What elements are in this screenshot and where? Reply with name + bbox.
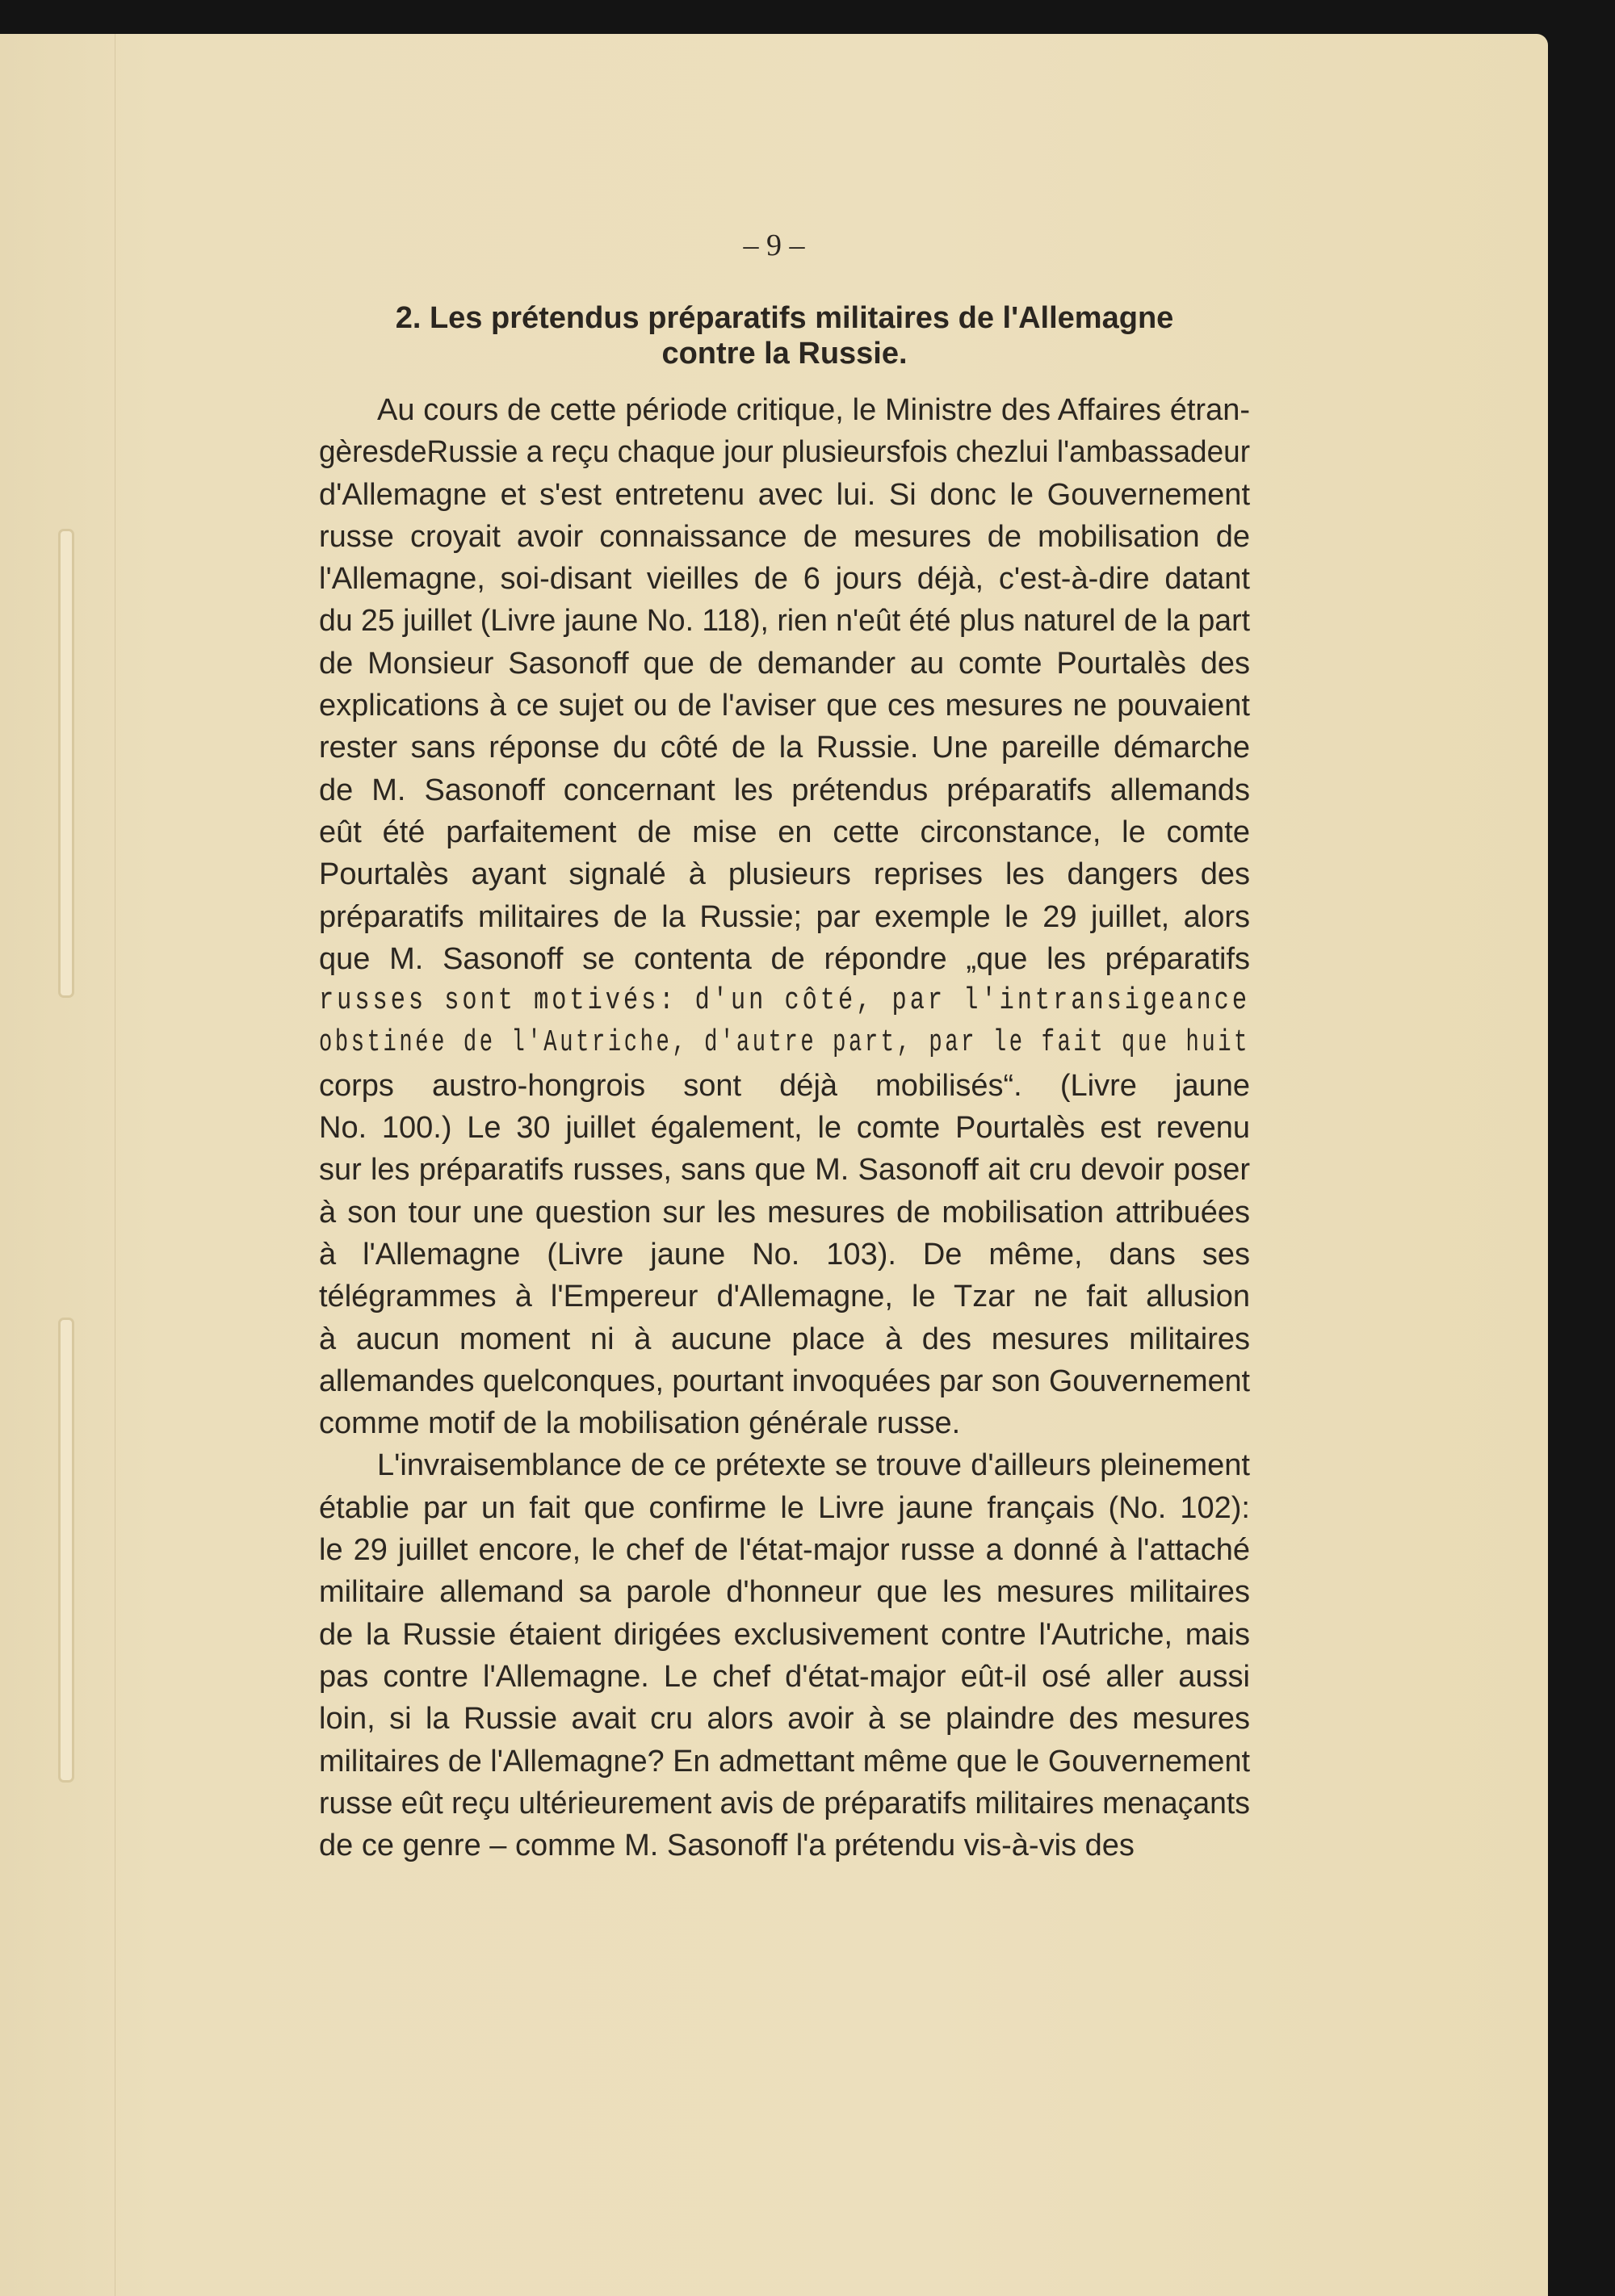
text-line <box>319 558 1250 600</box>
text-line <box>319 853 1250 895</box>
text-line <box>319 1234 1250 1276</box>
text-line-content: eût été parfaitement de mise en cette circonstance, le comte <box>319 815 1250 849</box>
text-line-content: du 25 juillet (Livre jaune No. 118), rien n'eût été plus naturel de la part <box>319 604 1250 639</box>
text-line <box>319 1487 1250 1529</box>
text-line-content: Pourtalès ayant signalé à plusieurs reprises les dangers des <box>319 857 1250 892</box>
text-line-content: Au cours de cette période critique, le Ministre des Affaires étran- <box>377 393 1250 427</box>
text-line <box>319 938 1250 980</box>
text-line <box>319 643 1250 685</box>
text-line <box>319 1825 1250 1867</box>
section-heading <box>319 300 1250 371</box>
text-line <box>319 1783 1250 1825</box>
text-line-content: le 29 juillet encore, le chef de l'état-major russe a donné à l'attaché <box>319 1533 1250 1568</box>
text-line <box>319 1065 1250 1107</box>
text-line <box>319 980 1250 1022</box>
text-line-content: allemandes quelconques, pourtant invoquées par son Gouvernement <box>319 1364 1250 1398</box>
text-line <box>319 1656 1250 1698</box>
text-line <box>319 516 1250 558</box>
text-line <box>319 1444 1250 1486</box>
section-heading-line-1: 2. Les prétendus préparatifs militaires de l'Allemagne <box>395 301 1174 335</box>
text-line <box>319 389 1250 431</box>
text-line-content: russes sont motivés: d'un côté, par l'intransigeance <box>319 983 1250 1019</box>
text-line <box>319 727 1250 769</box>
text-line <box>319 896 1250 938</box>
text-line-content: corps austro-hongrois sont déjà mobilisés“. (Livre jaune <box>319 1068 1250 1103</box>
binding-stitch-lower <box>58 1318 74 1783</box>
text-line <box>319 1149 1250 1191</box>
text-line-content: russe eût reçu ultérieurement avis de préparatifs militaires menaçants <box>319 1786 1250 1820</box>
text-line <box>319 769 1250 811</box>
text-line <box>319 1022 1250 1064</box>
text-line-content: sur les préparatifs russes, sans que M. Sasonoff ait cru devoir poser <box>319 1153 1250 1188</box>
text-line-content: rester sans réponse du côté de la Russie. Une pareille démarche <box>319 731 1250 765</box>
text-line-content: télégrammes à l'Empereur d'Allemagne, le Tzar ne fait allusion <box>319 1280 1250 1314</box>
text-line-content: que M. Sasonoff se contenta de répondre „que les préparatifs <box>319 941 1250 976</box>
text-line-content: militaires de l'Allemagne? En admettant même que le Gouvernement <box>319 1744 1250 1779</box>
text-line <box>319 431 1250 473</box>
text-line-content: pas contre l'Allemagne. Le chef d'état-major eût-il osé aller aussi <box>319 1659 1250 1694</box>
binding-stitch-upper <box>58 529 74 998</box>
text-line-content: No. 100.) Le 30 juillet également, le comte Pourtalès est revenu <box>319 1111 1250 1146</box>
text-line <box>319 600 1250 642</box>
text-line <box>319 1192 1250 1234</box>
text-line-content: loin, si la Russie avait cru alors avoir à se plaindre des mesures <box>319 1702 1250 1737</box>
text-line <box>319 1741 1250 1783</box>
text-line-content: à son tour une question sur les mesures de mobilisation attribuées <box>319 1195 1250 1230</box>
text-line-content: établie par un fait que confirme le Livre jaune français (No. 102): <box>319 1490 1250 1525</box>
text-line <box>319 1571 1250 1613</box>
text-line <box>319 1107 1250 1149</box>
text-line-content: comme motif de la mobilisation générale russe. <box>319 1406 961 1441</box>
text-line <box>319 1529 1250 1571</box>
text-line-content: explications à ce sujet ou de l'aviser que ces mesures ne pouvaient <box>319 689 1250 723</box>
text-line-content: de ce genre – comme M. Sasonoff l'a prétendu vis-à-vis des <box>319 1829 1135 1863</box>
text-line <box>319 1360 1250 1402</box>
text-line <box>319 1614 1250 1656</box>
text-line-content: de Monsieur Sasonoff que de demander au comte Pourtalès des <box>319 646 1250 681</box>
text-line-content: de la Russie étaient dirigées exclusivement contre l'Autriche, mais <box>319 1617 1250 1652</box>
text-line-content: préparatifs militaires de la Russie; par exemple le 29 juillet, alors <box>319 899 1250 934</box>
text-line-content: à l'Allemagne (Livre jaune No. 103). De même, dans ses <box>319 1237 1250 1272</box>
text-line <box>319 1276 1250 1318</box>
text-line-content: russe croyait avoir connaissance de mesures de mobilisation de <box>319 519 1250 554</box>
text-line <box>319 811 1250 853</box>
body-text <box>319 389 1250 1867</box>
text-line-content: de M. Sasonoff concernant les prétendus préparatifs allemands <box>319 773 1250 807</box>
text-line <box>319 685 1250 727</box>
text-line-content: à aucun moment ni à aucune place à des mesures militaires <box>319 1322 1250 1356</box>
page-number: – 9 – <box>743 228 805 262</box>
text-line <box>319 474 1250 516</box>
section-heading-line-2: contre la Russie. <box>661 337 908 371</box>
text-line-content: L'invraisemblance de ce prétexte se trouve d'ailleurs pleinement <box>377 1448 1250 1483</box>
text-line <box>319 1402 1250 1444</box>
text-line-content: gèresdeRussie a reçu chaque jour plusieursfois chezlui l'ambassadeur <box>319 435 1250 470</box>
text-line <box>319 1318 1250 1360</box>
text-line <box>319 1698 1250 1740</box>
text-line-content: l'Allemagne, soi-disant vieilles de 6 jours déjà, c'est-à-dire datant <box>319 562 1250 597</box>
text-line-content: militaire allemand sa parole d'honneur que les mesures militaires <box>319 1575 1250 1610</box>
text-line-content: d'Allemagne et s'est entretenu avec lui. Si donc le Gouvernement <box>319 477 1250 512</box>
text-line-content: obstinée de l'Autriche, d'autre part, par le fait que huit <box>319 1025 1250 1061</box>
